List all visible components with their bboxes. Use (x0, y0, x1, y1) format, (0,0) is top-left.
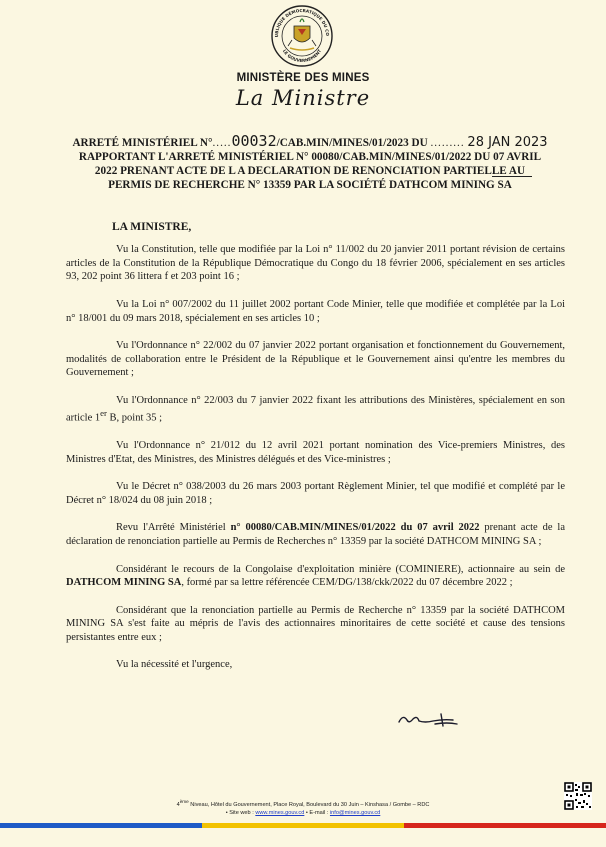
decree-body (66, 243, 565, 686)
p4-superscript: er (100, 408, 107, 419)
p7-text-b: prenant acte de la déclaration de renonciation partielle au Permis de Recherches n° 13359 par la société DATHCOM MINING SA ; (66, 522, 565, 548)
handwritten-decree-number: 00032 (231, 132, 277, 150)
footer-address (0, 798, 606, 817)
la-ministre-heading: LA MINISTRE, (112, 221, 192, 233)
flag-segment-blue (0, 823, 202, 828)
p8-bold-company: DATHCOM MINING SA (66, 577, 182, 589)
title-line-4: PERMIS DE RECHERCHE N° 13359 PAR LA SOCIÉTÉ DATHCOM MINING SA (108, 179, 512, 191)
ministry-name: MINISTÈRE DES MINES (236, 72, 370, 84)
footer-site-label: • Site web : (225, 809, 256, 816)
title-line-3: 2022 PRENANT ACTE DE L A DECLARATION DE RENONCIATION PARTIELLE AU (94, 165, 526, 177)
title-underline (492, 176, 532, 177)
flag-color-bar (0, 823, 606, 828)
coat-of-arms-seal (270, 4, 334, 68)
seal-text-bottom: LE GOUVERNEMENT (281, 48, 323, 64)
paragraph-decret: Vu le Décret n° 038/2003 du 26 mars 2003 portant Règlement Minier, tel que modifié et complété par le Décret n° 18/024 du 08 juin 2018 ; (66, 481, 565, 507)
paragraph-urgence: Vu la nécessité et l'urgence, (116, 659, 233, 671)
paragraph-constitution: Vu la Constitution, telle que modifiée par la Loi n° 11/002 du 20 janvier 2011 portant révision de certains articles de la Constitution de la République Démocratique du Congo du 18 février 2006, spécialement en ses articles 93, 202 point 36 littera f et 203 point 16 ; (66, 244, 565, 283)
minister-script-title: La Ministre (235, 86, 371, 110)
paragraph-ordonnance-21-012: Vu l'Ordonnance n° 21/012 du 12 avril 2021 portant nomination des Vice-premiers Ministres, des Ministres d'Etat, des Ministres, des Ministres délégués et des Vice-ministres ; (66, 440, 565, 465)
footer-superscript: ème (179, 799, 189, 804)
p4-text-a: Vu l'Ordonnance n° 22/003 du 7 janvier 2022 fixant les attributions des Ministères, spécialement en son article 1 (66, 394, 565, 424)
website-link[interactable]: www.mines.gouv.cd (255, 809, 305, 816)
title-prefix: ARRETÉ MINISTÉRIEL N° (72, 137, 213, 149)
paragraph-ordonnance-22-002: Vu l'Ordonnance n° 22/002 du 07 janvier 2022 portant organisation et fonctionnement du Gouvernement, modalités de collaboration entre le Président de la République et le Gouvernement ainsi qu'entre les membres du Gouvernement ; (66, 339, 565, 379)
handwritten-initials (395, 710, 465, 732)
paragraph-revu (66, 521, 565, 548)
qr-code-icon (564, 782, 592, 810)
p8-text-a: Considérant le recours de la Congolaise d'exploitation minière (COMINIERE), actionnaire au sein de (116, 563, 565, 575)
p7-bold-reference: n° 00080/CAB.MIN/MINES/01/2022 du 07 avril 2022 (230, 522, 480, 534)
paragraph-ordonnance-22-003 (66, 394, 565, 426)
title-line-2: RAPPORTANT L'ARRETÉ MINISTÉRIEL N° 00080/CAB.MIN/MINES/01/2022 DU 07 AVRIL (78, 151, 542, 163)
p7-text-a: Revu l'Arrêté Ministériel (116, 522, 231, 534)
handwritten-date: 28 JAN 2023 (467, 135, 548, 150)
seal-text-top: UBLIQUE DÉMOCRATIQUE DU CO (273, 7, 331, 38)
flag-segment-red (404, 823, 606, 828)
email-link[interactable]: info@mines.gouv.cd (329, 809, 381, 816)
p4-text-b: B, point 35 ; (106, 412, 163, 424)
footer-address-text: Niveau, Hôtel du Gouvernement, Place Royal, Boulevard du 30 Juin – Kinshasa / Gombe – RDC (188, 801, 430, 808)
flag-segment-yellow (202, 823, 404, 828)
paragraph-recours (66, 563, 565, 590)
paragraph-code-minier: Vu la Loi n° 007/2002 du 11 juillet 2002 portant Code Minier, telle que modifiée et complétée par la Loi n° 18/001 du 09 mars 2018, spécialement en ses articles 10 ; (66, 298, 565, 324)
paragraph-considerant: Considérant que la renonciation partielle au Permis de Recherche n° 13359 par la société DATHCOM MINING SA s'est faite au mépris de l'avis des actionnaires minoritaires de cette société et cause des tensions persistantes entre eux ; (66, 604, 565, 644)
decree-title: ARRETÉ MINISTÉRIEL N°.....00032/CAB.MIN/MINES/01/2023 DU ......... 28 JAN 2023 RAPPORTANT L'ARRETÉ MINISTÉRIEL N° 00080/CAB.MIN/MINES/01/2022 DU 07 AVRIL 2022 PRENANT ACTE DE L A DECLARATION DE RENONCIATION PARTIELLE AU PERMIS DE RECHERCHE N° 13359 PAR LA SOCIÉTÉ DATHCOM MINING SA (40, 134, 580, 192)
footer-email-label: • E-mail : (304, 809, 330, 816)
title-middle: /CAB.MIN/MINES/01/2023 DU (276, 137, 428, 149)
p8-text-b: , formé par sa lettre référencée CEM/DG/138/ckk/2022 du 07 décembre 2022 ; (181, 577, 513, 589)
footer-floor-number: 4 (176, 801, 180, 808)
